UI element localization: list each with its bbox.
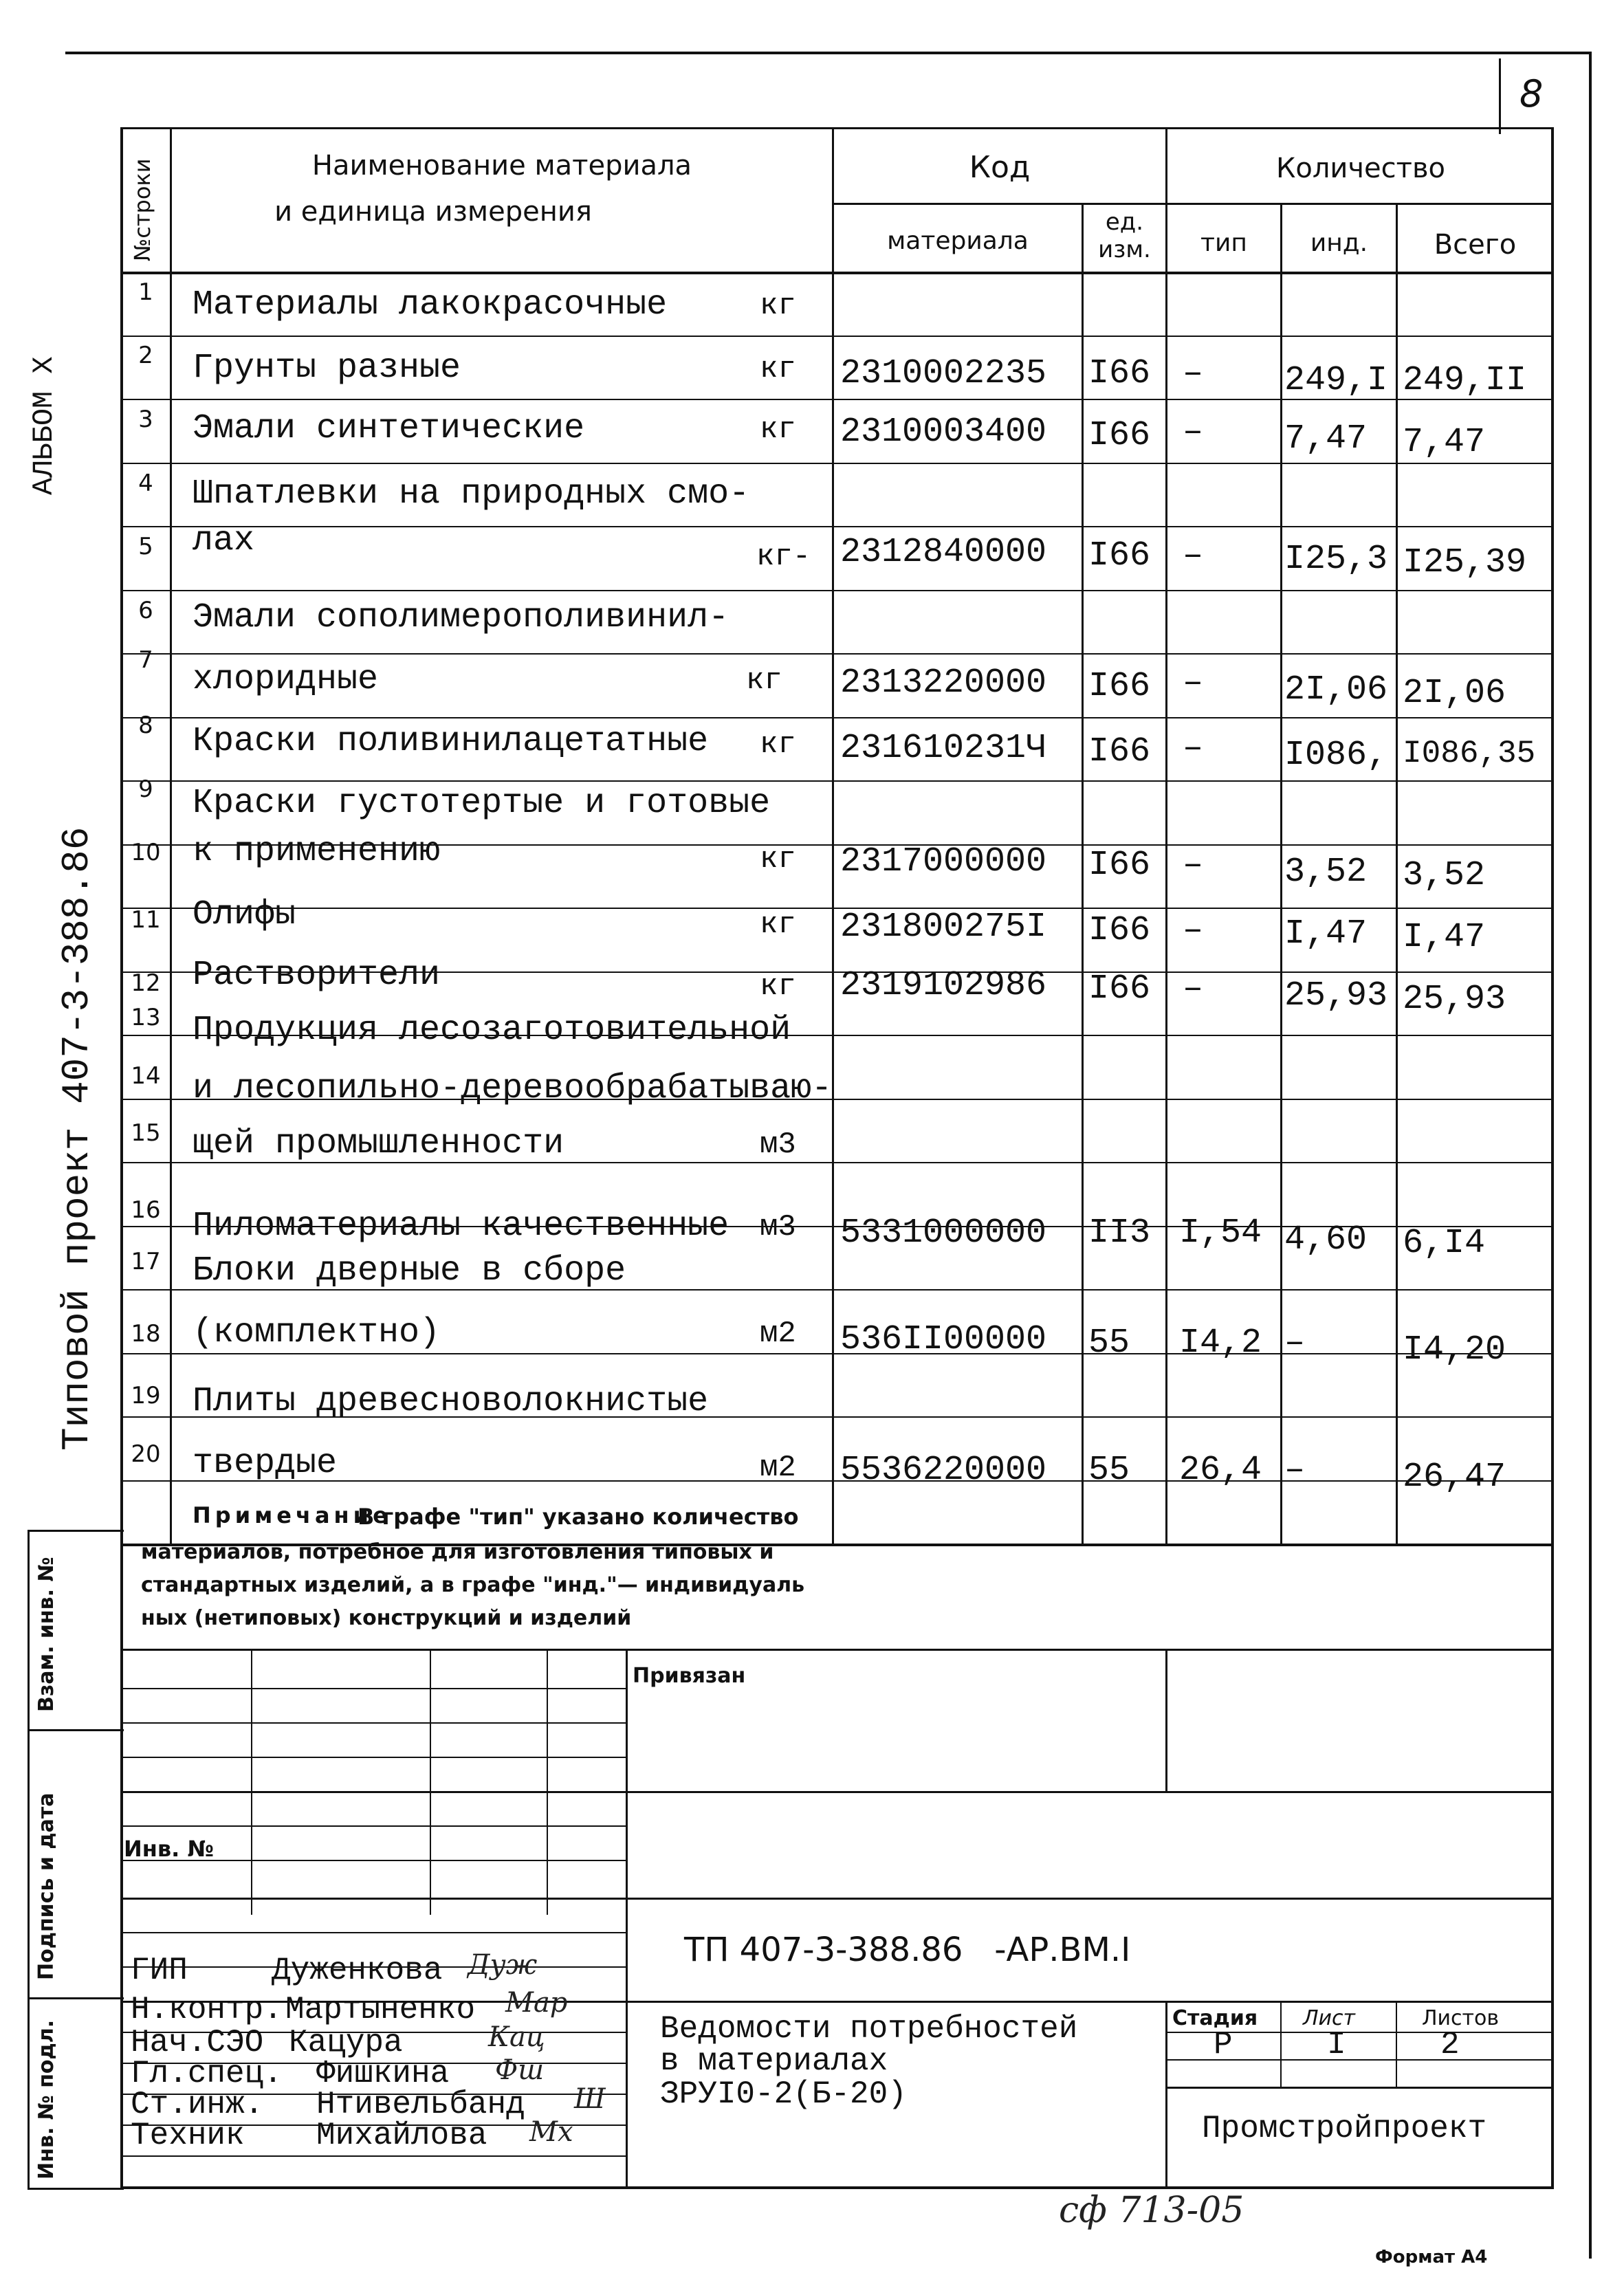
handwritten-signature: Кац bbox=[488, 2021, 545, 2053]
row-unit-code: I66 bbox=[1088, 667, 1151, 706]
header-unit-2: изм. bbox=[1098, 236, 1151, 263]
surname: Мартыненко bbox=[285, 1992, 476, 2028]
row-code: 2313220000 bbox=[840, 663, 1047, 703]
row-unit: кг bbox=[760, 842, 796, 877]
row-unit-code: I66 bbox=[1088, 732, 1151, 771]
inv-podl-label: Инв. № подл. bbox=[34, 2019, 58, 2179]
row-unit-code: I66 bbox=[1088, 846, 1151, 885]
header-total: Всего bbox=[1434, 229, 1517, 261]
surname: Михайлова bbox=[316, 2118, 487, 2153]
row-unit: м2 bbox=[760, 1317, 796, 1351]
row-number: 10 bbox=[131, 839, 161, 866]
row-unit-code: I66 bbox=[1088, 536, 1151, 575]
role: Н.контр. bbox=[131, 1992, 283, 2028]
row-unit: кг bbox=[760, 413, 796, 447]
document-title-1: Ведомости потребностей bbox=[660, 2011, 1078, 2047]
role: Гл.спец. bbox=[131, 2056, 283, 2091]
row-ind: 249,I bbox=[1284, 361, 1388, 400]
row-number: 2 bbox=[138, 342, 153, 369]
organization: Промстройпроект bbox=[1202, 2111, 1487, 2146]
header-ind: инд. bbox=[1310, 229, 1368, 257]
role: Нач.СЭО bbox=[131, 2025, 264, 2061]
side-box-left bbox=[28, 1530, 30, 2190]
row-name: Олифы bbox=[193, 895, 296, 934]
row-unit: кг bbox=[760, 969, 796, 1004]
surname: Нтивельбанд bbox=[316, 2087, 525, 2122]
header-quantity: Количество bbox=[1275, 153, 1445, 184]
row-unit-code: I66 bbox=[1088, 911, 1151, 950]
row-type: – bbox=[1183, 846, 1204, 885]
row-name: Блоки дверные в сборе bbox=[193, 1251, 626, 1291]
row-unit: кг bbox=[760, 908, 796, 942]
row-type: 26,4 bbox=[1179, 1451, 1262, 1490]
sheets-label: Листов bbox=[1422, 2006, 1500, 2030]
row-ind: 7,47 bbox=[1284, 419, 1368, 459]
privyazan-label: Привязан bbox=[633, 1664, 746, 1688]
row-type: I4,2 bbox=[1179, 1324, 1262, 1363]
row-code: 2312840000 bbox=[840, 533, 1047, 572]
row-code: 2310003400 bbox=[840, 413, 1047, 452]
row-name: хлоридные bbox=[193, 660, 379, 699]
row-total: 3,52 bbox=[1403, 856, 1486, 895]
vzam-label: Взам. инв. № bbox=[34, 1557, 58, 1712]
row-code: 231800275I bbox=[840, 908, 1047, 947]
row-type: I,54 bbox=[1179, 1214, 1262, 1253]
row-type: – bbox=[1183, 663, 1204, 703]
row-number: 9 bbox=[138, 776, 153, 803]
row-name: Краски густотертые и готовые bbox=[193, 784, 771, 823]
row-unit: м2 bbox=[760, 1451, 796, 1485]
header-name-line1: Наименование материала bbox=[311, 150, 692, 182]
row-number: 20 bbox=[131, 1440, 161, 1468]
side-sep-2 bbox=[28, 1729, 124, 1731]
role: ГИП bbox=[131, 1953, 188, 1988]
row-code: 5331000000 bbox=[840, 1214, 1047, 1253]
row-unit: кг- bbox=[756, 540, 811, 574]
side-sep-3 bbox=[28, 1997, 124, 1999]
handwritten-signature: Мар bbox=[505, 1987, 568, 2019]
row-name: лах bbox=[193, 521, 255, 560]
row-total: I,47 bbox=[1403, 918, 1486, 957]
row-total: I086,35 bbox=[1403, 736, 1536, 771]
row-name: и лесопильно-деревообрабатываю- bbox=[193, 1069, 833, 1108]
header-row-no: №строки bbox=[129, 158, 155, 261]
header-name-line2: и единица измерения bbox=[274, 196, 592, 228]
note-label: Примечание bbox=[193, 1502, 392, 1528]
row-total: 2I,06 bbox=[1403, 674, 1506, 713]
handwritten-signature: Фш bbox=[495, 2054, 545, 2086]
row-ind: I,47 bbox=[1284, 914, 1368, 954]
surname: Фишкина bbox=[316, 2056, 450, 2091]
row-name: Краски поливинилацетатные bbox=[193, 722, 709, 761]
row-ind: 4,60 bbox=[1284, 1220, 1368, 1260]
row-code: 536II00000 bbox=[840, 1320, 1047, 1359]
note-line1: В графе "тип" указано количество bbox=[358, 1504, 799, 1530]
sheet-value: I bbox=[1327, 2027, 1346, 2063]
row-unit: кг bbox=[760, 727, 796, 762]
row-name: Грунты разные bbox=[193, 349, 461, 388]
document-title-3: ЗРУI0-2(Б-20) bbox=[660, 2076, 907, 2112]
row-type: – bbox=[1183, 354, 1204, 393]
row-total: I4,20 bbox=[1403, 1330, 1506, 1370]
row-name: Эмали синтетические bbox=[193, 409, 585, 448]
row-unit-code: I66 bbox=[1088, 354, 1151, 393]
header-unit-1: ед. bbox=[1105, 208, 1144, 236]
row-number: 16 bbox=[131, 1196, 161, 1224]
row-type: – bbox=[1183, 969, 1204, 1009]
side-sep-4 bbox=[28, 2188, 124, 2190]
document-designation: ТП 407-3-388.86 -АР.ВМ.I bbox=[684, 1931, 1131, 1969]
row-name: Шпатлевки на природных смо- bbox=[193, 474, 750, 514]
row-ind: 25,93 bbox=[1284, 976, 1388, 1015]
row-number: 14 bbox=[131, 1062, 161, 1090]
row-number: 6 bbox=[138, 597, 153, 624]
row-unit: м3 bbox=[760, 1128, 796, 1162]
sheets-value: 2 bbox=[1440, 2027, 1460, 2063]
row-ind: I25,3 bbox=[1284, 540, 1388, 579]
header-code: Код bbox=[969, 150, 1031, 185]
row-name: Растворители bbox=[193, 956, 441, 995]
row-total: 6,I4 bbox=[1403, 1224, 1486, 1263]
row-unit-code: II3 bbox=[1088, 1214, 1151, 1253]
row-number: 1 bbox=[138, 278, 153, 306]
handwritten-signature: Мх bbox=[529, 2116, 573, 2148]
row-type: – bbox=[1183, 911, 1204, 950]
row-number: 12 bbox=[131, 969, 161, 997]
row-number: 8 bbox=[138, 712, 153, 739]
footer-code: сф 713-05 bbox=[1059, 2190, 1244, 2231]
row-unit: кг bbox=[760, 289, 796, 323]
project-label: Типовой проект 407-3-388.86 bbox=[55, 826, 99, 1451]
row-total: 26,47 bbox=[1403, 1458, 1506, 1497]
surname: Дуженкова bbox=[272, 1953, 443, 1988]
inv-no-label: Инв. № bbox=[124, 1836, 214, 1862]
row-type: – bbox=[1183, 729, 1204, 768]
row-unit: кг bbox=[746, 663, 782, 698]
row-type: – bbox=[1183, 536, 1204, 575]
row-total: 25,93 bbox=[1403, 980, 1506, 1019]
corner-sep bbox=[1499, 58, 1501, 134]
role: Техник bbox=[131, 2118, 245, 2153]
row-ind: I086, bbox=[1284, 736, 1388, 775]
row-total: I25,39 bbox=[1403, 543, 1527, 582]
row-number: 17 bbox=[131, 1248, 161, 1275]
row-number: 3 bbox=[138, 406, 153, 433]
note-line3: стандартных изделий, а в графе "инд."— индивидуаль bbox=[141, 1573, 805, 1597]
album-label: АЛЬБОМ X bbox=[28, 356, 61, 495]
row-name: (комплектно) bbox=[193, 1313, 441, 1352]
row-ind: 2I,06 bbox=[1284, 670, 1388, 710]
row-code: 5536220000 bbox=[840, 1451, 1047, 1490]
row-unit: м3 bbox=[760, 1210, 796, 1244]
right-rule bbox=[1589, 52, 1592, 2259]
header-type: тип bbox=[1200, 229, 1247, 257]
row-total: 249,II bbox=[1403, 361, 1527, 400]
row-number: 19 bbox=[131, 1382, 161, 1409]
row-unit-code: 55 bbox=[1088, 1324, 1130, 1363]
handwritten-signature: Ш bbox=[574, 2083, 606, 2115]
handwritten-signature: Дуж bbox=[468, 1949, 538, 1981]
row-number: 18 bbox=[131, 1320, 161, 1348]
row-unit: кг bbox=[760, 352, 796, 386]
role: Ст.инж. bbox=[131, 2087, 264, 2122]
note-line2: материалов, потребное для изготовления типовых и bbox=[141, 1540, 774, 1564]
row-total: 7,47 bbox=[1403, 423, 1486, 462]
row-code: 231610231Ч bbox=[840, 729, 1047, 768]
stage-label: Стадия bbox=[1172, 2006, 1258, 2030]
row-name: Материалы лакокрасочные bbox=[193, 285, 668, 325]
page-number: 8 bbox=[1519, 72, 1544, 116]
row-unit-code: I66 bbox=[1088, 416, 1151, 455]
note-line4: ных (нетиповых) конструкций и изделий bbox=[141, 1606, 632, 1630]
row-number: 15 bbox=[131, 1119, 161, 1147]
row-code: 2319102986 bbox=[840, 966, 1047, 1005]
row-name: щей промышленности bbox=[193, 1124, 564, 1163]
podpis-label: Подпись и дата bbox=[34, 1792, 58, 1980]
document-title-2: в материалах bbox=[660, 2043, 888, 2079]
row-number: 4 bbox=[138, 470, 153, 497]
row-type: – bbox=[1183, 413, 1204, 452]
row-number: 11 bbox=[131, 906, 161, 934]
row-name: Продукция лесозаготовительной bbox=[193, 1011, 791, 1050]
sheet-label: Лист bbox=[1303, 2006, 1356, 2030]
row-name: Эмали сополимерополивинил- bbox=[193, 598, 729, 637]
row-ind: 3,52 bbox=[1284, 853, 1368, 892]
row-name: к применению bbox=[193, 832, 441, 871]
row-number: 5 bbox=[138, 533, 153, 560]
row-ind: – bbox=[1284, 1324, 1306, 1363]
row-code: 2310002235 bbox=[840, 354, 1047, 393]
format-label: Формат А4 bbox=[1375, 2247, 1488, 2267]
row-ind: – bbox=[1284, 1451, 1306, 1490]
top-rule bbox=[65, 52, 1592, 54]
row-number: 7 bbox=[138, 646, 153, 674]
side-sep-1 bbox=[28, 1530, 124, 1532]
row-number: 13 bbox=[131, 1004, 161, 1031]
row-name: Пиломатериалы качественные bbox=[193, 1207, 729, 1246]
row-unit-code: I66 bbox=[1088, 969, 1151, 1009]
row-code: 2317000000 bbox=[840, 842, 1047, 881]
header-material: материала bbox=[887, 227, 1029, 255]
surname: Кацура bbox=[289, 2025, 403, 2061]
row-name: Плиты древесноволокнистые bbox=[193, 1382, 709, 1421]
stage-value: Р bbox=[1214, 2027, 1233, 2063]
row-unit-code: 55 bbox=[1088, 1451, 1130, 1490]
row-name: твердые bbox=[193, 1444, 338, 1483]
